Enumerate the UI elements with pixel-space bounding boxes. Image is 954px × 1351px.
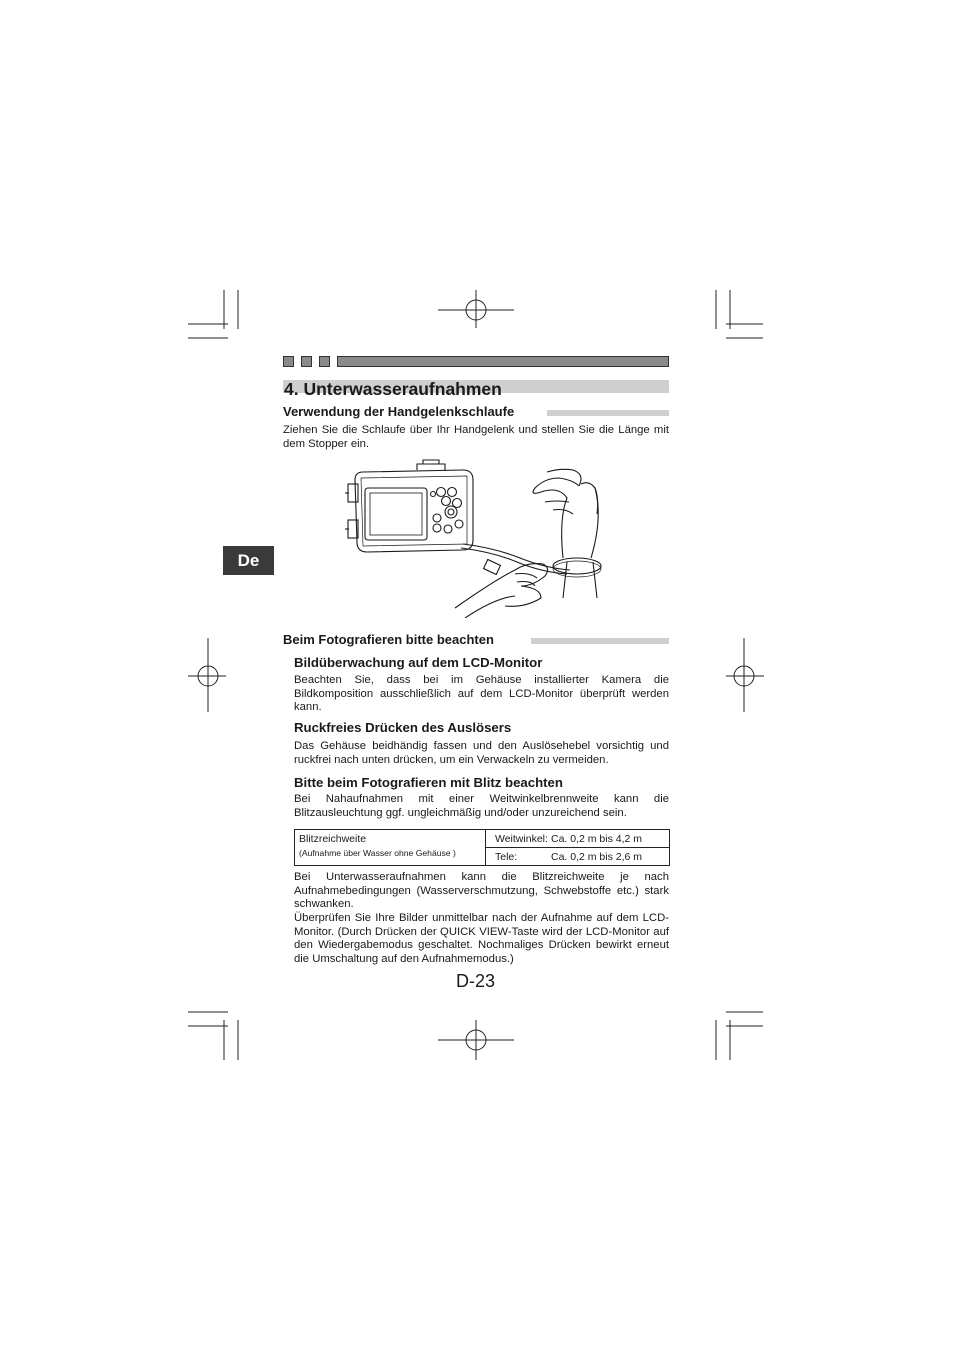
flash-range-wide: [486, 830, 670, 848]
table-row: [295, 830, 670, 848]
note-1-title: Bildüberwachung auf dem LCD-Monitor: [294, 655, 543, 670]
after-table-para-2: Überprüfen Sie Ihre Bilder unmittelbar nach der Aufnahme auf dem LCD-Monitor. (Durch Drücken der QUICK VIEW-Taste wird der LCD-Monitor auf den Wiedergabemodus geschaltet. Nochmaliges Drücken bewirkt erneut die Umschaltung auf den Aufnahmemodus.): [294, 912, 669, 965]
header-square-3: [319, 356, 330, 367]
flash-range-table: [294, 829, 670, 866]
flash-range-value: Ca. 0,2 m bis 2,6 m: [551, 850, 643, 863]
flash-range-key: Tele:: [495, 850, 518, 863]
note-1-text: Beachten Sie, dass bei im Gehäuse installierter Kamera die Bildkomposition ausschließlich auf dem LCD-Monitor überprüft werden kann.: [294, 674, 669, 714]
notes-heading: Beim Fotografieren bitte beachten: [283, 632, 494, 647]
after-table-para-1: Bei Unterwasseraufnahmen kann die Blitzreichweite je nach Aufnahmebedingungen (Wasserverschmutzung, Schwebstoffe etc.) stark schwanken.: [294, 871, 669, 911]
note-2-title: Ruckfreies Drücken des Auslösers: [294, 720, 512, 735]
language-tab: De: [223, 546, 274, 575]
section-title: 4. Unterwasseraufnahmen: [284, 379, 502, 399]
notes-heading-bar: [531, 638, 669, 644]
header-bar: [337, 356, 669, 367]
flash-range-value: Ca. 0,2 m bis 4,2 m: [551, 832, 643, 845]
flash-range-tele: [486, 848, 670, 866]
page-number: D-23: [456, 971, 496, 991]
note-2-text: Das Gehäuse beidhändig fassen und den Auslösehebel vorsichtig und ruckfrei nach unten drücken, um ein Verwackeln zu vermeiden.: [294, 740, 669, 766]
note-3-text: Bei Nahaufnahmen mit einer Weitwinkelbrennweite kann die Blitzausleuchtung ggf. ungleichmäßig und/oder unzureichend sein.: [294, 793, 669, 819]
header-square-1: [283, 356, 294, 367]
strap-heading-bar: [547, 410, 669, 416]
note-3-title: Bitte beim Fotografieren mit Blitz beachten: [294, 775, 563, 790]
flash-range-label: Blitzreichweite: [299, 832, 367, 845]
flash-range-key: Weitwinkel:: [495, 832, 548, 845]
flash-range-sublabel: (Aufnahme über Wasser ohne Gehäuse ): [299, 847, 456, 858]
flash-range-label-cell: [295, 830, 486, 866]
housing-strap-illustration: [345, 458, 615, 618]
strap-text: Ziehen Sie die Schlaufe über Ihr Handgelenk und stellen Sie die Länge mit dem Stopper ein.: [283, 424, 669, 450]
strap-heading: Verwendung der Handgelenkschlaufe: [283, 404, 515, 419]
header-square-2: [301, 356, 312, 367]
